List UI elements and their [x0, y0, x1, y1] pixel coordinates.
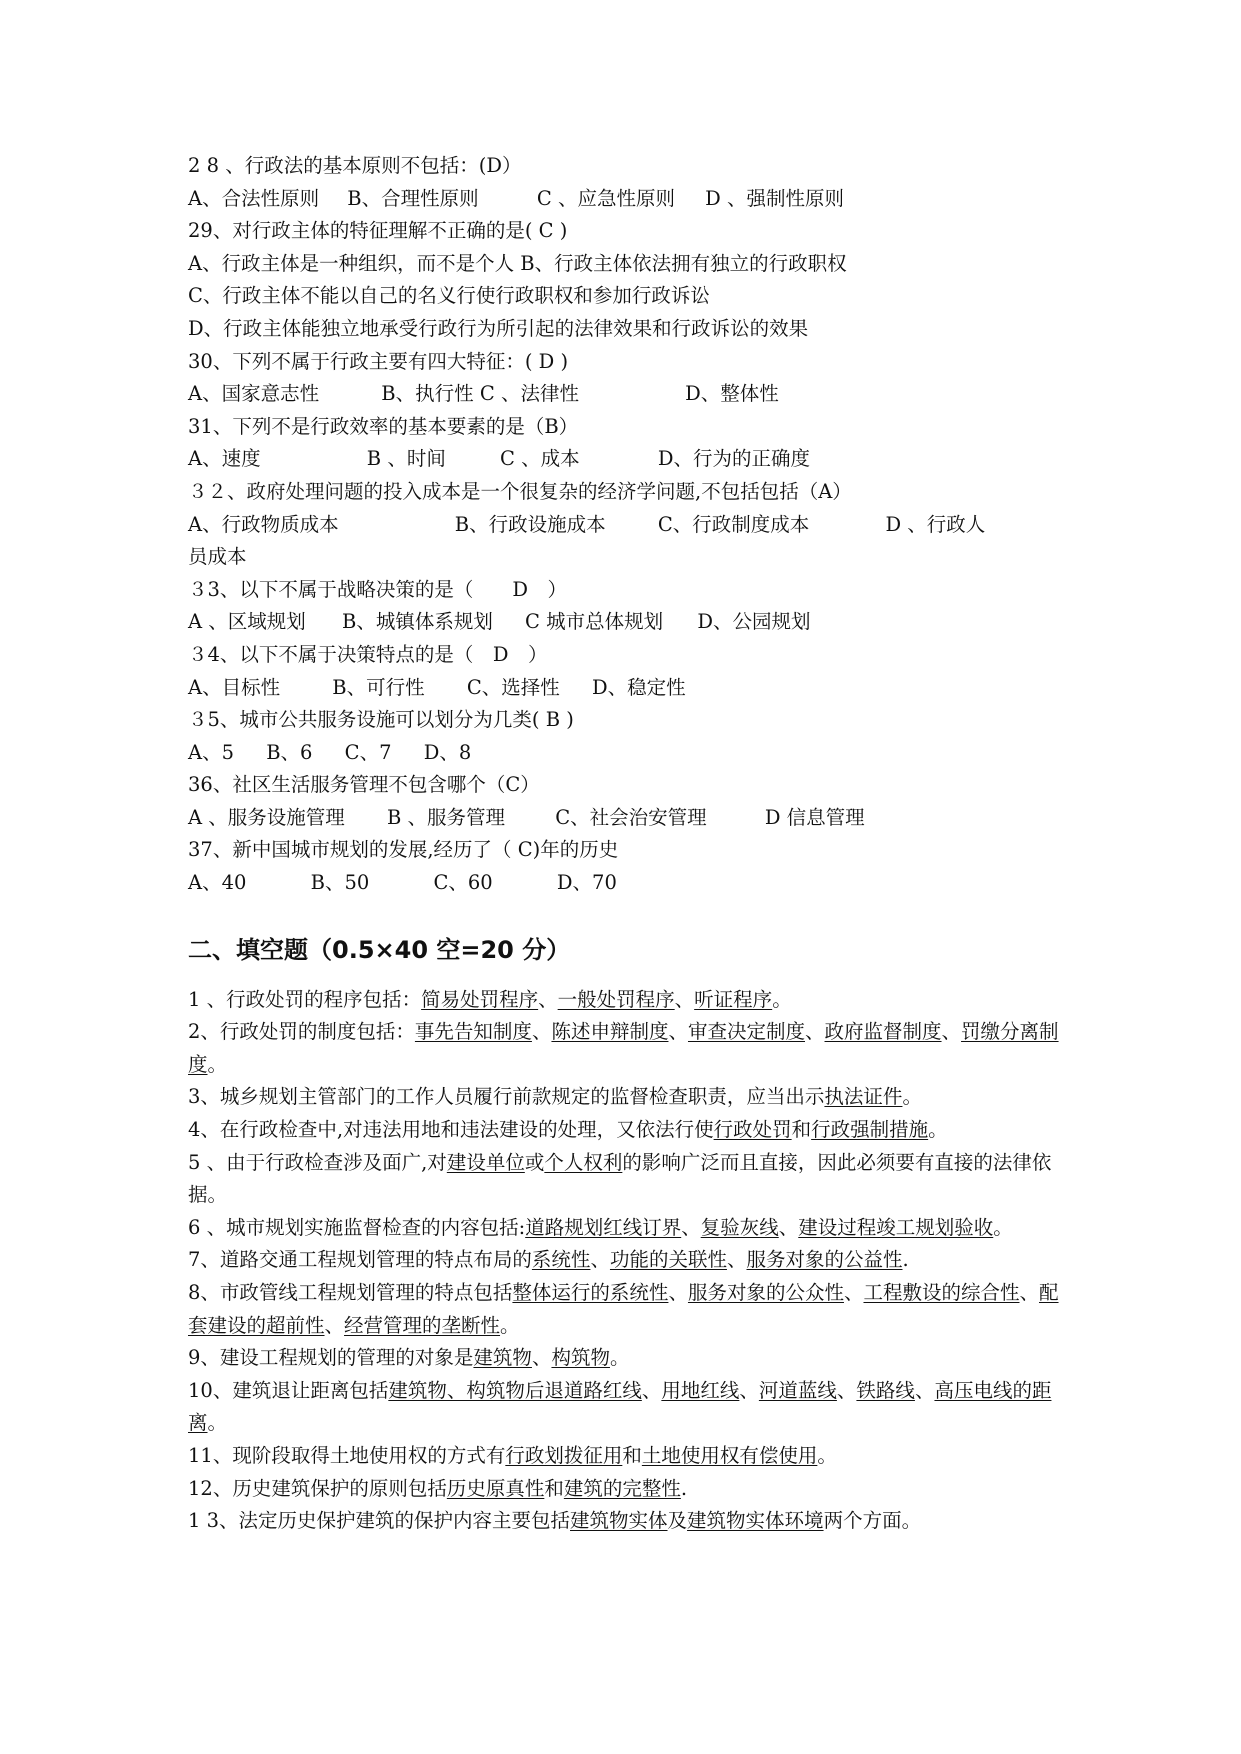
- option: C、7: [344, 740, 392, 764]
- option: A、行政物质成本: [188, 512, 339, 536]
- item-text: 两个方面。: [823, 1509, 922, 1533]
- option: C 城市总体规划: [525, 610, 664, 634]
- blank-item-10: [188, 1375, 1068, 1440]
- answer: 建设过程竣工规划验收: [798, 1215, 994, 1239]
- item-text: 、: [726, 1248, 747, 1272]
- item-text: 、: [805, 1020, 825, 1044]
- blank-item-7: [188, 1244, 1068, 1277]
- answer: 整体运行的系统性: [512, 1281, 669, 1304]
- answer: 听证程序: [694, 987, 773, 1011]
- item-text: 、: [1019, 1281, 1040, 1304]
- item-text: 11、现阶段取得土地使用权的方式有: [188, 1443, 506, 1467]
- option: D、公园规划: [697, 610, 811, 634]
- answer: 铁路线: [856, 1378, 915, 1402]
- question-28: 2 8 、行政法的基本原则不包括：(D）: [188, 154, 522, 177]
- answer: 建筑物实体: [570, 1509, 668, 1533]
- blank-item-11: [188, 1440, 1068, 1473]
- answer: 陈述申辩制度: [551, 1020, 669, 1044]
- answer: 事先告知制度: [414, 1020, 532, 1044]
- option: B、城镇体系规划: [341, 610, 493, 634]
- option: C 、成本: [500, 447, 580, 471]
- options-36: [188, 802, 1068, 835]
- answer: 经营管理的垄断性: [344, 1313, 501, 1337]
- answer: 服务对象的公众性: [687, 1281, 844, 1304]
- option: A 、服务设施管理: [188, 805, 345, 829]
- blank-item-2: [188, 1016, 1068, 1081]
- option: D、70: [556, 871, 617, 895]
- option: D、8: [423, 740, 472, 764]
- option: D 、强制性原则: [705, 186, 845, 210]
- option: B、50: [310, 871, 370, 895]
- item-text: 。: [772, 987, 792, 1011]
- option: B、6: [266, 740, 313, 764]
- answer: 行政划拨征用: [505, 1443, 623, 1467]
- blank-item-3: [188, 1081, 1068, 1114]
- answer: 建筑的完整性: [563, 1476, 681, 1500]
- item-text: 1 3、法定历史保护建筑的保护内容主要包括: [188, 1509, 571, 1533]
- item-text: 、: [531, 1346, 552, 1370]
- option: B、合理性原则: [347, 186, 479, 210]
- option: D 信息管理: [764, 805, 865, 829]
- blank-item-4: [188, 1114, 1068, 1147]
- item-text: 、: [538, 987, 558, 1011]
- item-text: 、: [641, 1378, 662, 1402]
- item-text: 。: [817, 1443, 837, 1467]
- answer: 功能的关联性: [609, 1248, 727, 1272]
- item-text: 9、建设工程规划的管理的对象是: [188, 1346, 474, 1370]
- item-text: 、: [681, 1215, 701, 1239]
- answer: 审查决定制度: [687, 1020, 805, 1044]
- option: B 、服务管理: [386, 805, 506, 829]
- options-34: [188, 672, 1068, 705]
- option: C、选择性: [466, 675, 560, 699]
- item-text: 和: [544, 1476, 564, 1500]
- question-31: 31、下列不是行政效率的基本要素的是（B）: [188, 414, 579, 438]
- answer: 服务对象的公益性: [746, 1248, 903, 1272]
- item-text: .: [680, 1476, 688, 1500]
- section-title: 二、填空题（0.5×40 空=20 分）: [188, 935, 571, 964]
- item-text: 、: [941, 1020, 962, 1044]
- question-34: ３4、以下不属于决策特点的是（ D ）: [188, 642, 548, 666]
- item-text: 及: [667, 1509, 688, 1533]
- option: A、合法性原则: [188, 186, 320, 210]
- answer: 建筑物: [473, 1346, 532, 1370]
- option: C 、应急性原则: [536, 186, 675, 210]
- options-37: [188, 867, 1068, 900]
- option: A、5: [188, 740, 234, 764]
- fill-in-blank-section: [188, 984, 1068, 1538]
- answer: 行政处罚: [713, 1118, 792, 1142]
- option: A、40: [188, 871, 247, 895]
- option: D、稳定性: [591, 675, 686, 699]
- option: B 、时间: [366, 447, 446, 471]
- item-text: 、: [778, 1215, 799, 1239]
- item-text: 。: [902, 1085, 922, 1109]
- question-36: 36、社区生活服务管理不包含哪个（C）: [188, 773, 540, 797]
- question-32: ３２、政府处理问题的投入成本是一个很复杂的经济学问题,不包括包括（A）: [188, 479, 852, 503]
- answer: 高压电线的距离: [188, 1378, 1052, 1435]
- item-text: 、: [668, 1020, 688, 1044]
- option: A 、区域规划: [188, 610, 306, 634]
- answer: 政府监督制度: [824, 1020, 942, 1044]
- answer: 土地使用权有偿使用: [641, 1443, 818, 1467]
- document-page: [188, 150, 1068, 1538]
- option-29-d: D、行政主体能独立地承受行政行为所引起的法律效果和行政诉讼的效果: [188, 316, 809, 340]
- item-text: .: [902, 1248, 909, 1272]
- options-32-cont: 员成本: [188, 545, 247, 569]
- answer: 一般处罚程序: [557, 987, 675, 1011]
- item-text: 和: [791, 1118, 812, 1142]
- option: D、行为的正确度: [657, 447, 810, 471]
- blank-item-6: [188, 1212, 1068, 1245]
- question-35: ３5、城市公共服务设施可以划分为几类( B ): [188, 708, 574, 732]
- options-30: [188, 378, 1068, 411]
- option-29-ab: A、行政主体是一种组织，而不是个人 B、行政主体依法拥有独立的行政职权: [188, 251, 847, 275]
- multiple-choice-section: [188, 150, 1068, 900]
- item-text: 、: [590, 1248, 610, 1272]
- option: B、行政设施成本: [454, 512, 606, 536]
- blank-item-13: [188, 1505, 1068, 1538]
- item-text: 、: [531, 1020, 552, 1044]
- options-33: [188, 606, 1068, 639]
- option: C、行政制度成本: [657, 512, 810, 536]
- item-text: 4、在行政检查中,对违法用地和违法建设的处理，又依法行使: [188, 1118, 714, 1142]
- question-37: 37、新中国城市规划的发展,经历了（ C)年的历史: [188, 838, 619, 862]
- option: B、执行性 C 、法律性: [381, 382, 579, 406]
- options-35: [188, 737, 1068, 770]
- options-32: [188, 509, 1068, 542]
- item-text: 。: [993, 1215, 1013, 1239]
- option: B、可行性: [332, 675, 425, 699]
- item-text: 、: [668, 1281, 688, 1304]
- answer: 道路规划红线订界: [525, 1215, 682, 1239]
- options-28: [188, 183, 1068, 216]
- option: D 、行政人: [885, 512, 986, 536]
- item-text: 、: [836, 1378, 857, 1402]
- question-33: ３3、以下不属于战略决策的是（ D ）: [188, 577, 568, 601]
- answer: 简易处罚程序: [421, 987, 539, 1011]
- item-text: 。: [500, 1313, 520, 1337]
- item-text: 、: [914, 1378, 935, 1402]
- answer: 配套建设的超前性: [188, 1281, 1059, 1337]
- option: A、国家意志性: [188, 382, 320, 406]
- item-text: 。: [928, 1118, 948, 1142]
- blank-item-12: [188, 1473, 1068, 1506]
- item-text: 10、建筑退让距离包括: [188, 1378, 389, 1402]
- blank-item-9: [188, 1342, 1068, 1375]
- item-text: 的影响广泛而且直接，因此必须要有直接的法律依据。: [188, 1150, 1052, 1207]
- answer: 复验灰线: [700, 1215, 779, 1239]
- blank-item-8: [188, 1277, 1068, 1342]
- answer: 用地红线: [661, 1378, 740, 1402]
- option: D、整体性: [685, 382, 779, 406]
- blank-item-5: [188, 1147, 1068, 1212]
- answer: 建设单位: [446, 1150, 525, 1174]
- answer: 建筑物实体环境: [687, 1509, 824, 1533]
- answer: 建筑物、构筑物后退道路红线: [388, 1378, 642, 1402]
- option: C、60: [433, 871, 493, 895]
- item-text: 。: [207, 1411, 228, 1435]
- answer: 罚缴分离制度: [188, 1020, 1059, 1076]
- answer: 行政强制措施: [811, 1118, 929, 1142]
- answer: 工程敷设的综合性: [863, 1281, 1020, 1304]
- item-text: 1 、行政处罚的程序包括：: [188, 987, 422, 1011]
- item-text: 、: [843, 1281, 864, 1304]
- answer: 历史原真性: [446, 1476, 545, 1500]
- item-text: 或: [524, 1150, 545, 1174]
- question-29: 29、对行政主体的特征理解不正确的是( C ): [188, 219, 568, 243]
- option: A、速度: [188, 447, 261, 471]
- answer: 河道蓝线: [758, 1378, 837, 1402]
- item-text: 。: [207, 1052, 228, 1076]
- item-text: 2、行政处罚的制度包括：: [188, 1020, 415, 1044]
- item-text: 7、道路交通工程规划管理的特点布局的: [188, 1248, 532, 1272]
- answer: 系统性: [531, 1248, 591, 1272]
- option: C、社会治安管理: [555, 805, 707, 829]
- options-31: [188, 443, 1068, 476]
- item-text: 和: [622, 1443, 642, 1467]
- item-text: 、: [739, 1378, 759, 1402]
- item-text: 5 、由于行政检查涉及面广,对: [188, 1150, 447, 1174]
- item-text: 6 、城市规划实施监督检查的内容包括:: [188, 1215, 526, 1239]
- item-text: 3、城乡规划主管部门的工作人员履行前款规定的监督检查职责，应当出示: [188, 1085, 825, 1109]
- question-30: 30、下列不属于行政主要有四大特征：( D ): [188, 349, 569, 373]
- item-text: 、: [674, 987, 695, 1011]
- answer: 构筑物: [551, 1346, 610, 1370]
- item-text: 8、市政管线工程规划管理的特点包括: [188, 1281, 513, 1304]
- option-29-c: C、行政主体不能以自己的名义行使行政职权和参加行政诉讼: [188, 284, 710, 308]
- blank-item-1: [188, 984, 1068, 1017]
- answer: 执法证件: [824, 1085, 903, 1109]
- answer: 个人权利: [544, 1150, 623, 1174]
- item-text: 。: [609, 1346, 630, 1370]
- item-text: 12、历史建筑保护的原则包括: [188, 1476, 447, 1500]
- item-text: 、: [324, 1313, 345, 1337]
- option: A、目标性: [188, 675, 281, 699]
